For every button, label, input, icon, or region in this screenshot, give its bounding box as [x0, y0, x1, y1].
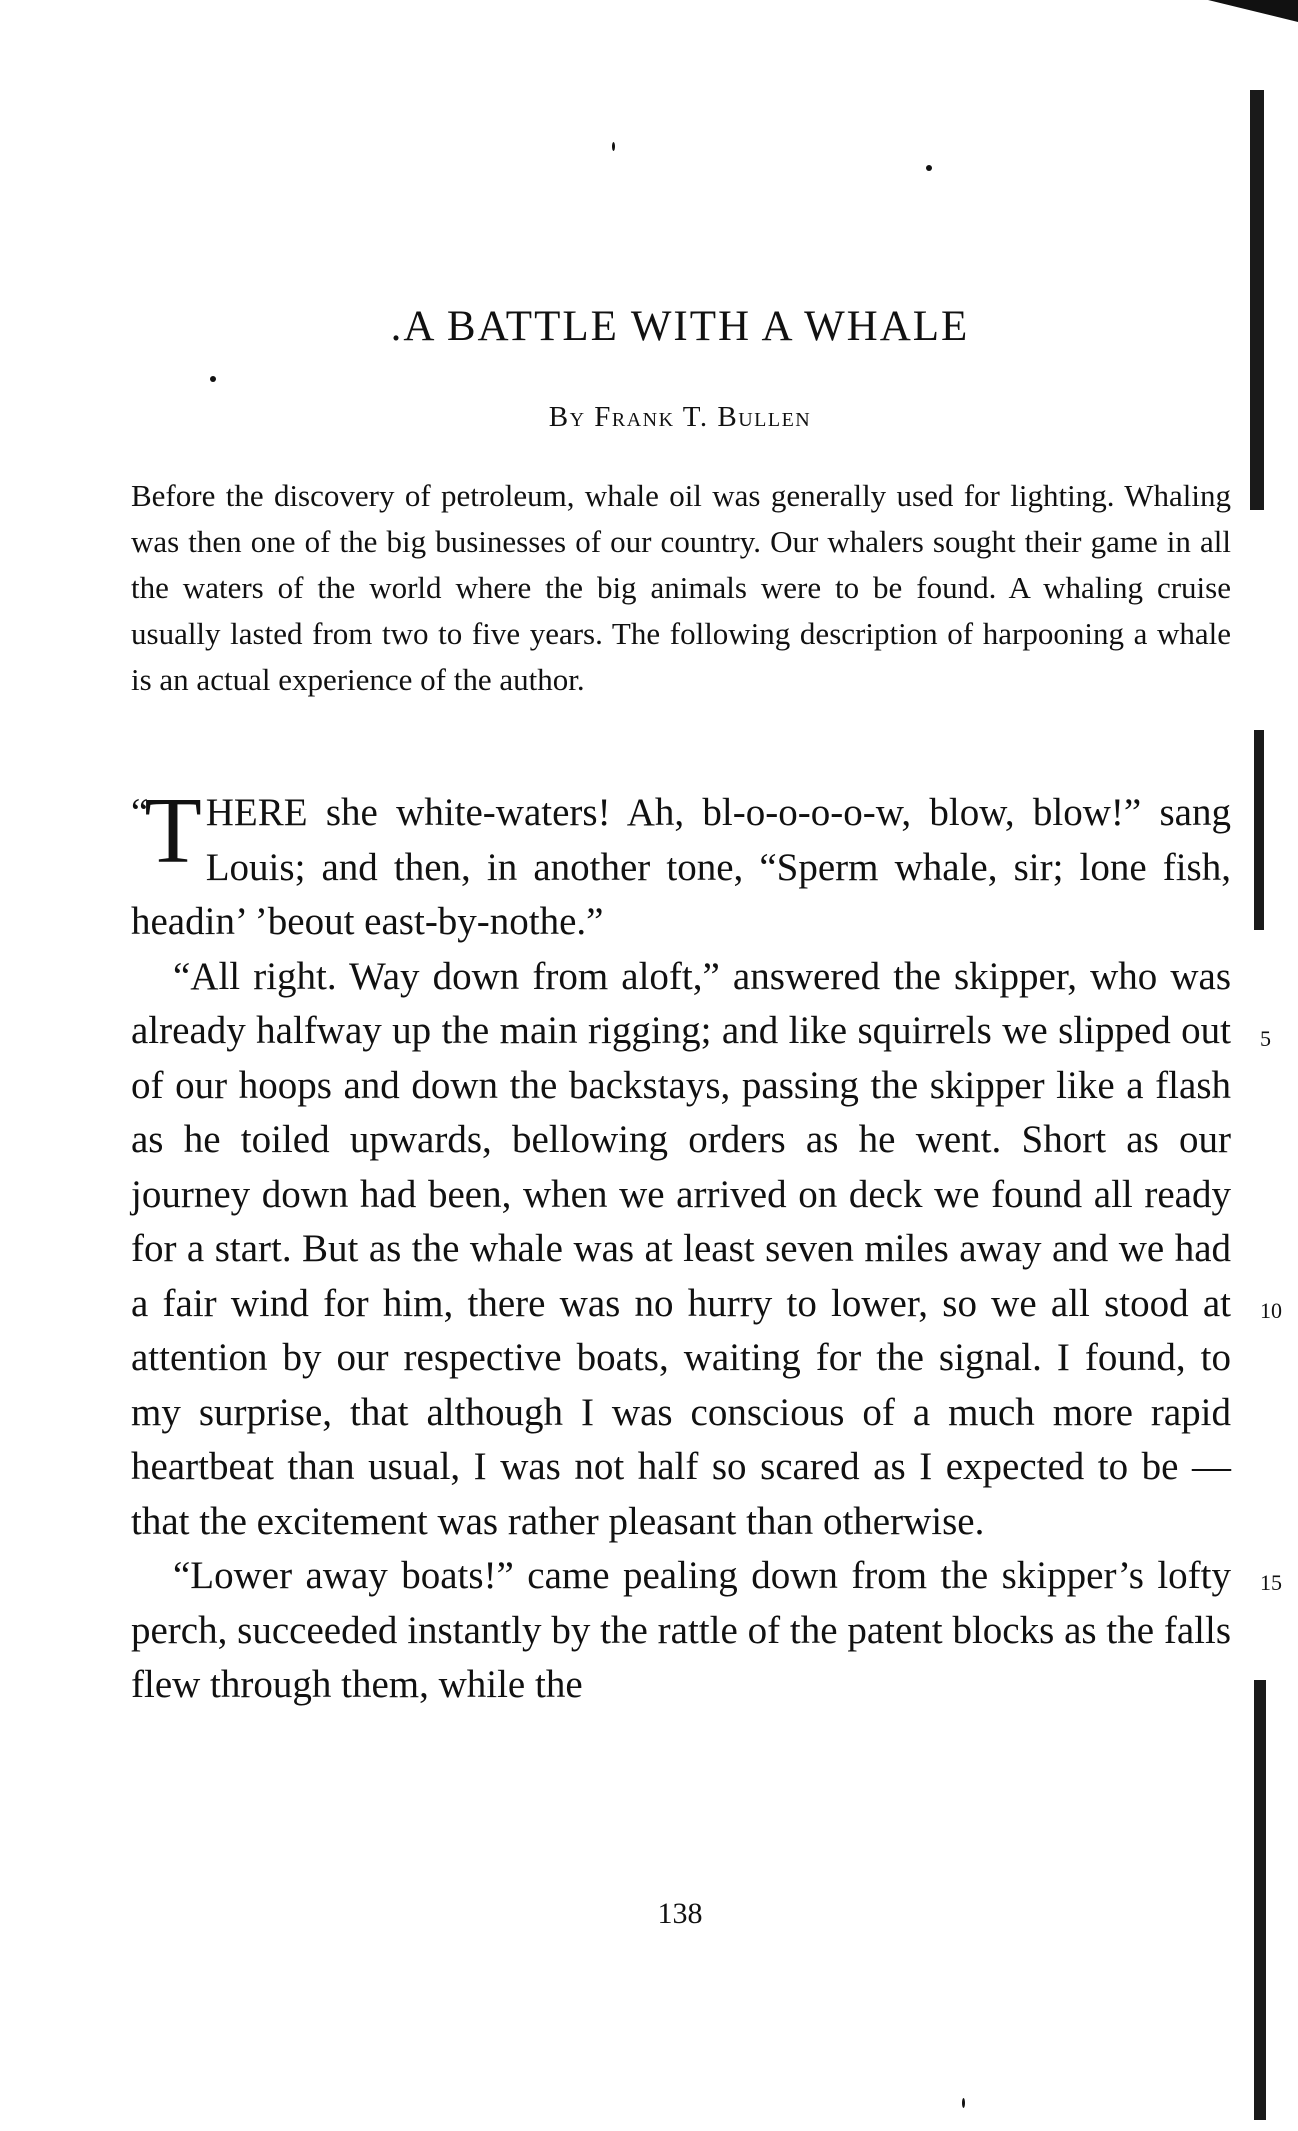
scan-speck: [926, 165, 932, 171]
drop-cap: T: [144, 779, 202, 883]
corner-scan-mark: [1208, 0, 1298, 22]
paragraph-1-text: HERE she white-waters! Ah, bl-o-o-o-o-w, blow, blow!” sang Louis; and then, in another tone, “Sperm whale, sir; lone fish, headin’ ’beout east-by-nothe.”: [131, 791, 1231, 943]
story-paragraph-2: “All right. Way down from aloft,” answered the skipper, who was already halfway up the main rigging; and like squirrels we slipped out of our hoops and down the backstays, passing the skipper like a flash as he toiled upwards, bellowing orders as he went. Short as our journey down had been, when we arrived on deck we found all ready for a start. But as the whale was at least seven miles away and we had a fair wind for him, there was no hurry to lower, so we all stood at attention by our respective boats, waiting for the signal. I found, to my surprise, that although I was conscious of a much more rapid heartbeat than usual, I was not half so scared as I expected to be — that the excitement was rather pleasant than otherwise.: [131, 954, 1231, 1543]
intro-paragraph: Before the discovery of petroleum, whale oil was generally used for lighting. Whaling was then one of the big businesses of our country. Our whalers sought their game in all the waters of the world where the big animals were to be found. A whaling cruise usually lasted from two to five years. The following description of harpooning a whale is an actual experience of the author.: [131, 478, 1231, 697]
page-number: 138: [657, 1897, 703, 1930]
line-number-10: 10: [1260, 1298, 1282, 1323]
line-number-15: 15: [1260, 1570, 1282, 1595]
scan-speck: [612, 142, 615, 151]
story-text: [131, 779, 1231, 1713]
line-number-5: 5: [1260, 1026, 1271, 1051]
story-paragraph-3: “Lower away boats!” came pealing down from the skipper’s lofty perch, succeeded instantly by the rattle of the patent blocks as the falls flew through them, while the: [131, 1554, 1231, 1706]
story-paragraph-1: [131, 779, 1231, 950]
article-title: .A BATTLE WITH A WHALE: [390, 303, 970, 350]
binding-edge-shadow: [1254, 730, 1264, 930]
scan-speck: [210, 376, 216, 382]
binding-edge-shadow: [1250, 90, 1264, 510]
author-byline: By Frank T. Bullen: [548, 401, 812, 433]
opening-quote: “: [131, 791, 149, 834]
scan-speck: [962, 2098, 965, 2108]
